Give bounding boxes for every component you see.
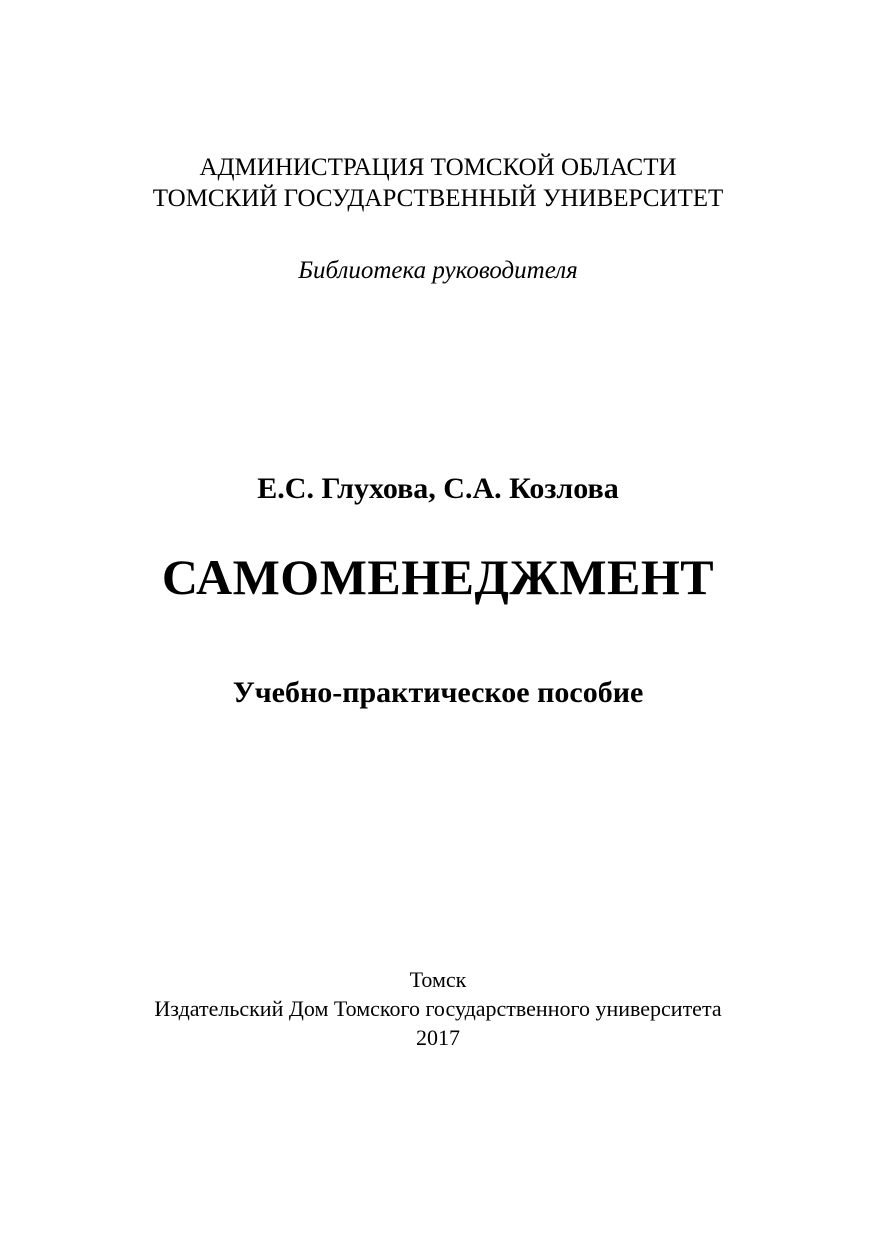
series-name: Библиотека руководителя <box>298 257 578 284</box>
organization-line-1: АДМИНИСТРАЦИЯ ТОМСКОЙ ОБЛАСТИ <box>199 154 677 181</box>
book-subtitle: Учебно-практическое пособие <box>232 676 644 709</box>
organization-line-2: ТОМСКИЙ ГОСУДАРСТВЕННЫЙ УНИВЕРСИТЕТ <box>152 185 724 212</box>
publication-year: 2017 <box>416 1025 460 1050</box>
authors: Е.С. Глухова, С.А. Козлова <box>257 472 619 505</box>
publication-city: Томск <box>409 967 467 992</box>
publisher-name: Издательский Дом Томского государственного университета <box>154 996 722 1021</box>
book-title: САМОМЕНЕДЖМЕНТ <box>161 549 715 605</box>
